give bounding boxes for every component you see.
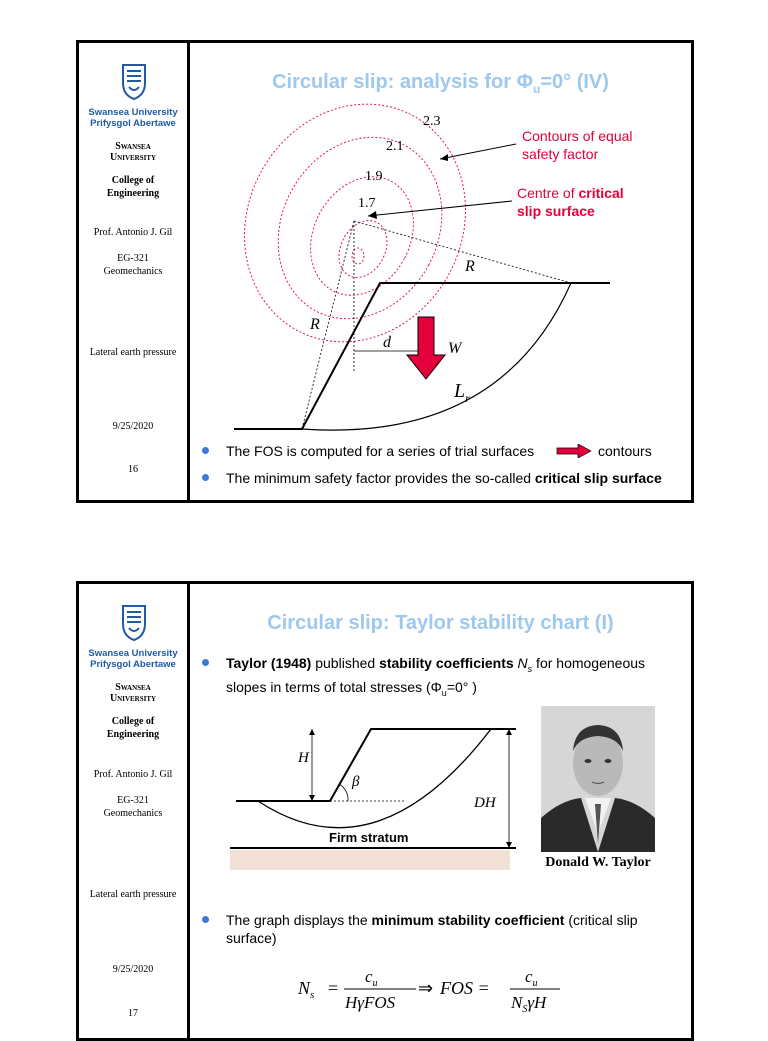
annotation-contours-arrowhead <box>440 154 448 161</box>
donald-taylor-portrait <box>541 706 655 852</box>
bullet-dot-icon <box>202 447 209 454</box>
bullet-dot-icon <box>202 659 209 666</box>
radius-label-right: R <box>465 258 475 275</box>
university-caps-line2: University <box>109 152 157 163</box>
eq-denominator-2: $N_S\gamma H$ <box>511 993 547 1015</box>
radius-label-left: R <box>310 316 320 333</box>
beta-angle-arc <box>339 784 348 801</box>
d-label: d <box>383 334 391 351</box>
red-right-arrow-icon <box>556 444 592 458</box>
contour-ellipse-2-1 <box>247 108 473 347</box>
course-code: EG-321 <box>117 253 149 264</box>
contour-ellipse-1-9 <box>291 159 434 314</box>
weight-label: W <box>448 340 462 357</box>
slide-title: Circular slip: Taylor stability chart (I) <box>267 612 614 634</box>
professor-name: Prof. Antonio J. Gil <box>93 769 173 780</box>
depth-label: DH <box>474 795 496 811</box>
college-line1: College of <box>111 175 155 186</box>
contour-label-1-9: 1.9 <box>365 169 383 184</box>
annotation-contours-pointer <box>440 144 516 159</box>
taylor-slope-diagram <box>226 709 526 889</box>
slip-circle-diagram <box>190 103 694 498</box>
professor-name: Prof. Antonio J. Gil <box>93 227 173 238</box>
slide-content: Circular slip: analysis for $\Phi_u=0^\circ$ (IV) 2.3 2.1 1.9 1.7 Contours of equal safety factor Centre of critical slip surface R R d W $L_r$ The FOS is computed for a series of trial surfaces contours The minimum safety factor provides the so-called critical slip surface <box>190 43 691 500</box>
bullet-dot-icon <box>202 474 209 481</box>
slip-arc <box>258 729 491 828</box>
radius-line-right <box>354 221 571 283</box>
lecture-topic: Lateral earth pressure <box>89 889 177 900</box>
firm-stratum-label: Firm stratum <box>329 830 409 845</box>
slope-profile <box>236 729 516 801</box>
course-name: Geomechanics <box>103 266 163 277</box>
page-number: 17 <box>128 1008 138 1019</box>
page-number: 16 <box>128 464 138 475</box>
course-name: Geomechanics <box>103 808 163 819</box>
university-name-en: Swansea University <box>88 107 178 118</box>
bullet-dot-icon <box>202 916 209 923</box>
eq-equals: = <box>328 978 339 998</box>
college-line1: College of <box>111 716 155 727</box>
slide-date: 9/25/2020 <box>112 964 154 975</box>
university-name-en: Swansea University <box>88 648 178 659</box>
eq-denominator-1: HγFOS <box>345 993 396 1012</box>
portrait-caption: Donald W. Taylor <box>545 855 651 870</box>
eq-cu-numerator-2: $c_u$ <box>525 967 538 989</box>
university-caps-line1: Swansea <box>115 141 151 152</box>
firm-stratum-hatch <box>230 850 510 870</box>
slide-sidebar <box>79 43 190 500</box>
annotation-centre-pointer <box>368 201 512 216</box>
weight-arrow-icon <box>407 317 445 379</box>
eq-fos: FOS = <box>440 978 490 998</box>
slide-date: 9/25/2020 <box>112 421 154 432</box>
lecture-topic: Lateral earth pressure <box>89 347 177 358</box>
annotation-centre-arrowhead <box>368 211 377 219</box>
slide-sidebar <box>79 584 190 1038</box>
university-name-cy: Prifysgol Abertawe <box>90 118 176 129</box>
slide-17 <box>76 581 694 1041</box>
college-line2: Engineering <box>106 188 160 199</box>
annotation-contours: Contours of equal safety factor <box>522 128 633 162</box>
university-caps-line1: Swansea <box>115 682 151 693</box>
slide-content: Circular slip: Taylor stability chart (I) Taylor (1948) published stability coefficients $N_s$ for homogeneous slopes in terms of total stresses ($\Phi_u=0^\circ$ ) β H DH Firm stratum Donald W. Taylor The graph displays the minimum stability coefficient (critical slip surface) $N_s$ = $c_u$ HγFOS ⇒ FOS = $c_u$ $N_S\gamma H$ <box>190 584 691 1038</box>
eq-ns: $N_s$ <box>298 978 315 1001</box>
beta-label: β <box>352 774 360 790</box>
college-line2: Engineering <box>106 729 160 740</box>
eq-implies: ⇒ <box>418 978 434 998</box>
university-name-cy: Prifysgol Abertawe <box>90 659 176 670</box>
arc-length-label: $L_r$ <box>454 380 470 405</box>
slide-16 <box>76 40 694 503</box>
contour-label-1-7: 1.7 <box>358 196 376 211</box>
stability-equation <box>298 962 598 1022</box>
contour-label-2-3: 2.3 <box>423 114 441 129</box>
slide-title: Circular slip: analysis for $\Phi_u=0^\circ$ (IV) <box>272 71 609 96</box>
annotation-centre: Centre of critical slip surface <box>517 185 624 219</box>
eq-cu-numerator-1: $c_u$ <box>365 967 378 989</box>
university-crest-icon <box>119 61 149 101</box>
course-code: EG-321 <box>117 795 149 806</box>
university-caps-line2: University <box>109 693 157 704</box>
height-label: H <box>298 750 309 766</box>
contour-label-2-1: 2.1 <box>386 139 404 154</box>
university-crest-icon <box>119 602 149 642</box>
